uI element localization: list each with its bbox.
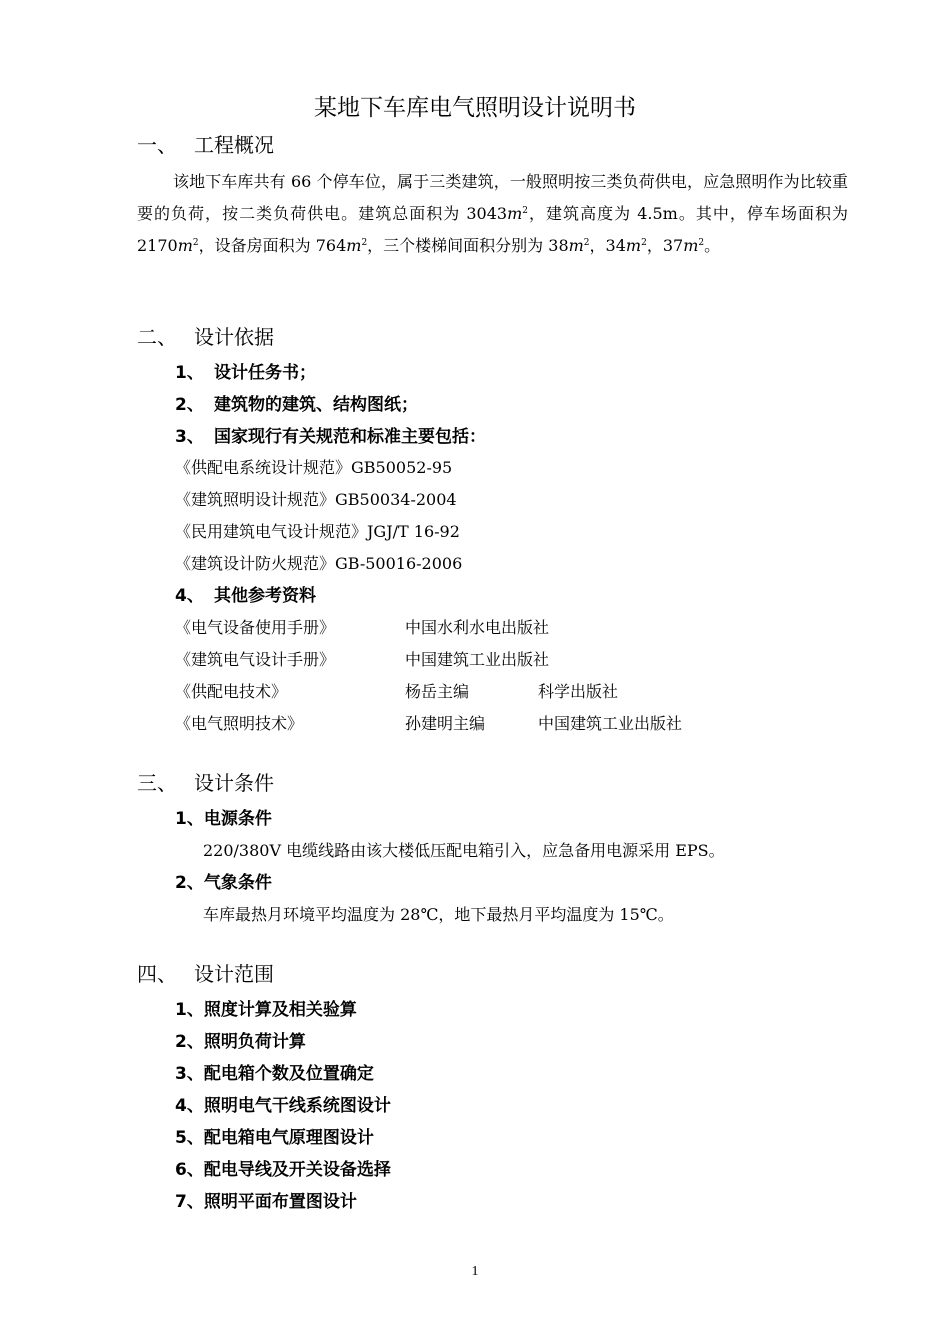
item-text: 国家现行有关规范和标准主要包括： <box>214 427 486 447</box>
page-number: 1 <box>471 1264 479 1279</box>
condition-text-power: 220/380V 电缆线路由该大楼低压配电箱引入，应急备用电源采用 EPS。 <box>203 841 725 860</box>
unit-m: m <box>568 236 584 255</box>
text-run: ，三个楼梯间面积分别为 38 <box>367 236 569 255</box>
item-number: 4、 <box>175 586 204 606</box>
reference-row <box>175 680 875 704</box>
text-run: ，34 <box>589 236 626 255</box>
reference-book: 《电气设备使用手册》 <box>175 618 336 637</box>
basis-item-4 <box>175 584 316 608</box>
item-number: 3、 <box>175 427 204 447</box>
unit-exponent: 2 <box>522 206 529 216</box>
standard-line: 《民用建筑电气设计规范》JGJ/T 16-92 <box>175 522 460 541</box>
unit-m: m <box>177 236 193 255</box>
reference-book: 《供配电技术》 <box>175 682 288 701</box>
section-heading-basis <box>137 323 274 351</box>
unit-exponent: 2 <box>192 238 199 248</box>
basis-item-2 <box>175 393 418 417</box>
text-run: ，37 <box>646 236 684 255</box>
section-title: 设计范围 <box>194 962 274 986</box>
text-run: 。 <box>704 236 721 255</box>
item-number: 1、 <box>175 363 204 383</box>
reference-publisher: 中国建筑工业出版社 <box>405 650 550 669</box>
unit-exponent: 2 <box>583 238 590 248</box>
condition-text-weather: 车库最热月环境平均温度为 28℃，地下最热月平均温度为 15℃。 <box>203 905 674 924</box>
reference-editor: 杨岳主编 <box>405 682 470 701</box>
item-text: 建筑物的建筑、结构图纸； <box>214 395 418 415</box>
section-number: 四、 <box>137 962 177 986</box>
unit-m: m <box>507 204 523 223</box>
reference-row <box>175 648 875 672</box>
condition-label-power: 1、电源条件 <box>175 809 272 829</box>
text-run: ，建筑高度为 4.5m。其中，停车场面积为 2170 <box>137 204 848 255</box>
unit-exponent: 2 <box>361 238 368 248</box>
item-text: 其他参考资料 <box>214 586 316 606</box>
standard-line: 《供配电系统设计规范》GB50052-95 <box>175 458 453 477</box>
scope-item: 6、配电导线及开关设备选择 <box>175 1160 391 1180</box>
reference-row <box>175 616 875 640</box>
section-title: 工程概况 <box>194 133 274 157</box>
reference-row <box>175 712 875 736</box>
reference-book: 《电气照明技术》 <box>175 714 304 733</box>
reference-editor: 孙建明主编 <box>405 714 486 733</box>
scope-item: 3、配电箱个数及位置确定 <box>175 1064 374 1084</box>
section-heading-overview <box>137 131 274 159</box>
text-run: ，设备房面积为 764 <box>198 236 347 255</box>
scope-item: 4、照明电气干线系统图设计 <box>175 1096 391 1116</box>
reference-publisher: 中国建筑工业出版社 <box>538 714 683 733</box>
unit-exponent: 2 <box>641 238 647 248</box>
standard-line: 《建筑设计防火规范》GB-50016-2006 <box>175 554 463 573</box>
section-number: 三、 <box>137 771 177 795</box>
text-run: 该地下车库共有 66 个停车位，属于三类建筑，一般照明按三类负荷供电，应急照明作为比较重要的负荷，按二类负荷供电。建筑总面积为 3043 <box>137 172 848 223</box>
reference-book: 《建筑电气设计手册》 <box>175 650 336 669</box>
scope-item: 1、照度计算及相关验算 <box>175 1000 357 1020</box>
item-number: 2、 <box>175 395 204 415</box>
basis-item-1 <box>175 361 316 385</box>
scope-item: 7、照明平面布置图设计 <box>175 1192 357 1212</box>
condition-label-weather: 2、气象条件 <box>175 873 272 893</box>
unit-m: m <box>625 236 642 255</box>
section-heading-scope <box>137 960 274 988</box>
item-text: 设计任务书； <box>214 363 316 383</box>
section-title: 设计条件 <box>194 771 274 795</box>
unit-exponent: 2 <box>698 238 705 248</box>
reference-publisher: 中国水利水电出版社 <box>405 618 550 637</box>
section-number: 一、 <box>137 133 177 157</box>
scope-item: 5、配电箱电气原理图设计 <box>175 1128 374 1148</box>
section-title: 设计依据 <box>194 325 274 349</box>
basis-item-3 <box>175 425 486 449</box>
reference-publisher: 科学出版社 <box>538 682 619 701</box>
unit-m: m <box>346 236 362 255</box>
standard-line: 《建筑照明设计规范》GB50034-2004 <box>175 490 457 509</box>
section-number: 二、 <box>137 325 177 349</box>
section-heading-conditions <box>137 769 274 797</box>
document-title: 某地下车库电气照明设计说明书 <box>314 95 636 121</box>
scope-item: 2、照明负荷计算 <box>175 1032 306 1052</box>
unit-m: m <box>683 236 699 255</box>
overview-paragraph <box>137 166 848 262</box>
